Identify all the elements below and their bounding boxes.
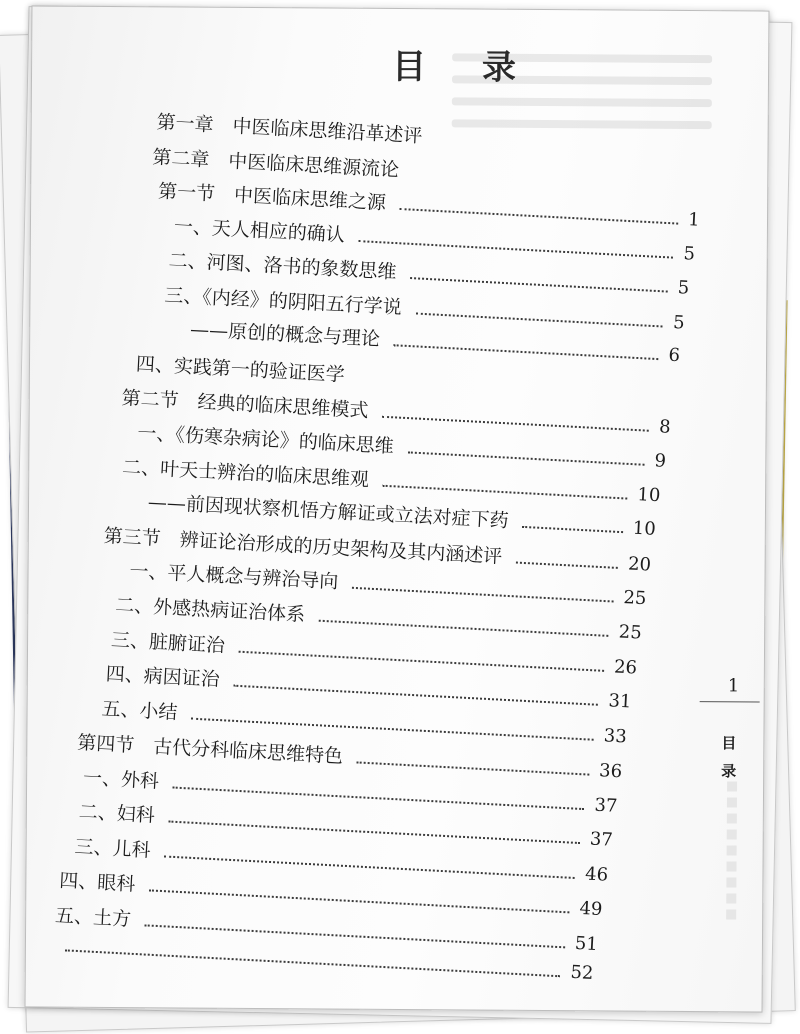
toc-entry-page-number: 49 <box>579 897 604 921</box>
toc-entry-page-number: 8 <box>658 416 671 438</box>
toc-entry-title: 第二节 经典的临床思维模式 <box>120 387 369 422</box>
toc-entry-page-number: 5 <box>677 277 691 299</box>
toc-entry-title: 四、病因证治 <box>105 662 221 691</box>
toc-entry-title: 第一章 中医临床思维沿革述评 <box>156 111 423 148</box>
toc-entry-page-number: 46 <box>584 863 609 886</box>
toc-entry-page-number: 37 <box>588 828 613 851</box>
toc-entry-page-number: 26 <box>613 655 638 679</box>
toc-entry-title: 二、叶天士辨治的临床思维观 <box>121 456 370 491</box>
toc-entry-page-number: 20 <box>627 553 652 576</box>
toc-entry-page-number: 25 <box>617 621 642 644</box>
dot-leader <box>357 761 589 775</box>
dot-leader <box>415 312 663 327</box>
toc-entry-title: 第三节 辨证论治形成的历史架构及其内涵述评 <box>103 524 503 568</box>
dot-leader <box>516 562 618 569</box>
toc-entry-page-number: 36 <box>598 760 623 783</box>
dot-leader <box>383 485 628 500</box>
toc-entry-title: 三、脏腑证治 <box>109 628 225 657</box>
dot-leader <box>382 416 649 432</box>
running-page-number: 1 <box>727 675 740 697</box>
toc-entry-page-number: 6 <box>668 344 681 367</box>
toc-entry-page-number: 1 <box>687 209 700 231</box>
toc-entry-title: 第二章 中医临床思维源流论 <box>151 145 400 181</box>
toc-entry-title: 一、天人相应的确认 <box>172 214 345 246</box>
toc-entry-page-number: 31 <box>608 690 633 713</box>
toc-title: 目 录 <box>391 46 539 88</box>
dot-leader <box>522 525 622 532</box>
toc-entry-title: ——原创的概念与理论 <box>189 318 381 351</box>
toc-entry-title: 四、眼科 <box>59 869 137 896</box>
running-head-title: 目录 <box>721 734 737 781</box>
toc-entry-page-number: 10 <box>632 517 657 540</box>
toc-entry-page-number: 51 <box>574 932 599 955</box>
dot-leader <box>410 277 668 292</box>
toc-entry-title: 第一节 中医临床思维之源 <box>157 180 387 215</box>
toc-entry-title: 第四节 古代分科临床思维特色 <box>76 731 344 768</box>
toc-entry-page-number: 10 <box>637 484 662 507</box>
toc-entry-title: 四、实践第一的验证医学 <box>135 352 346 386</box>
toc-entry-title: 三、儿科 <box>73 835 151 862</box>
dot-leader <box>358 240 673 258</box>
toc-entry-title: 二、外感热病证治体系 <box>114 594 306 626</box>
dot-leader <box>407 451 644 465</box>
toc-entry-title: 一、外科 <box>82 766 160 793</box>
show-through-text <box>726 781 737 921</box>
toc-entry-page-number: 5 <box>682 242 695 265</box>
running-head-rule <box>700 701 760 702</box>
toc-entry-page-number: 5 <box>672 311 686 334</box>
toc-entry-title: 一、《伤寒杂病论》的临床思维 <box>136 421 394 458</box>
toc-entry-title: ——前因现状察机悟方解证或立法对症下药 <box>147 490 510 532</box>
toc-entry-page-number: 9 <box>653 449 667 472</box>
dot-leader <box>234 685 599 706</box>
dot-leader <box>352 586 613 602</box>
dot-leader <box>394 344 659 360</box>
toc-entry-title: 二、妇科 <box>77 800 155 827</box>
toc-entry-title: 一、平人概念与辨治导向 <box>128 559 339 593</box>
toc-entry-title: 五、小结 <box>101 697 179 724</box>
toc-entry-page-number: 52 <box>569 961 594 985</box>
toc-entry-title: 三、《内经》的阴阳五行学说 <box>164 283 403 319</box>
dot-leader <box>399 208 677 225</box>
toc-entry-title: 五、土方 <box>54 904 132 931</box>
toc-entry-page-number: 25 <box>622 586 647 609</box>
toc-entry-page-number: 37 <box>593 794 618 817</box>
toc-entry-page-number: 33 <box>603 724 628 747</box>
dot-leader <box>318 620 608 637</box>
toc-entry-title: 二、河图、洛书的象数思维 <box>168 249 398 284</box>
dot-leader <box>65 949 561 977</box>
toc-page <box>25 5 770 1012</box>
